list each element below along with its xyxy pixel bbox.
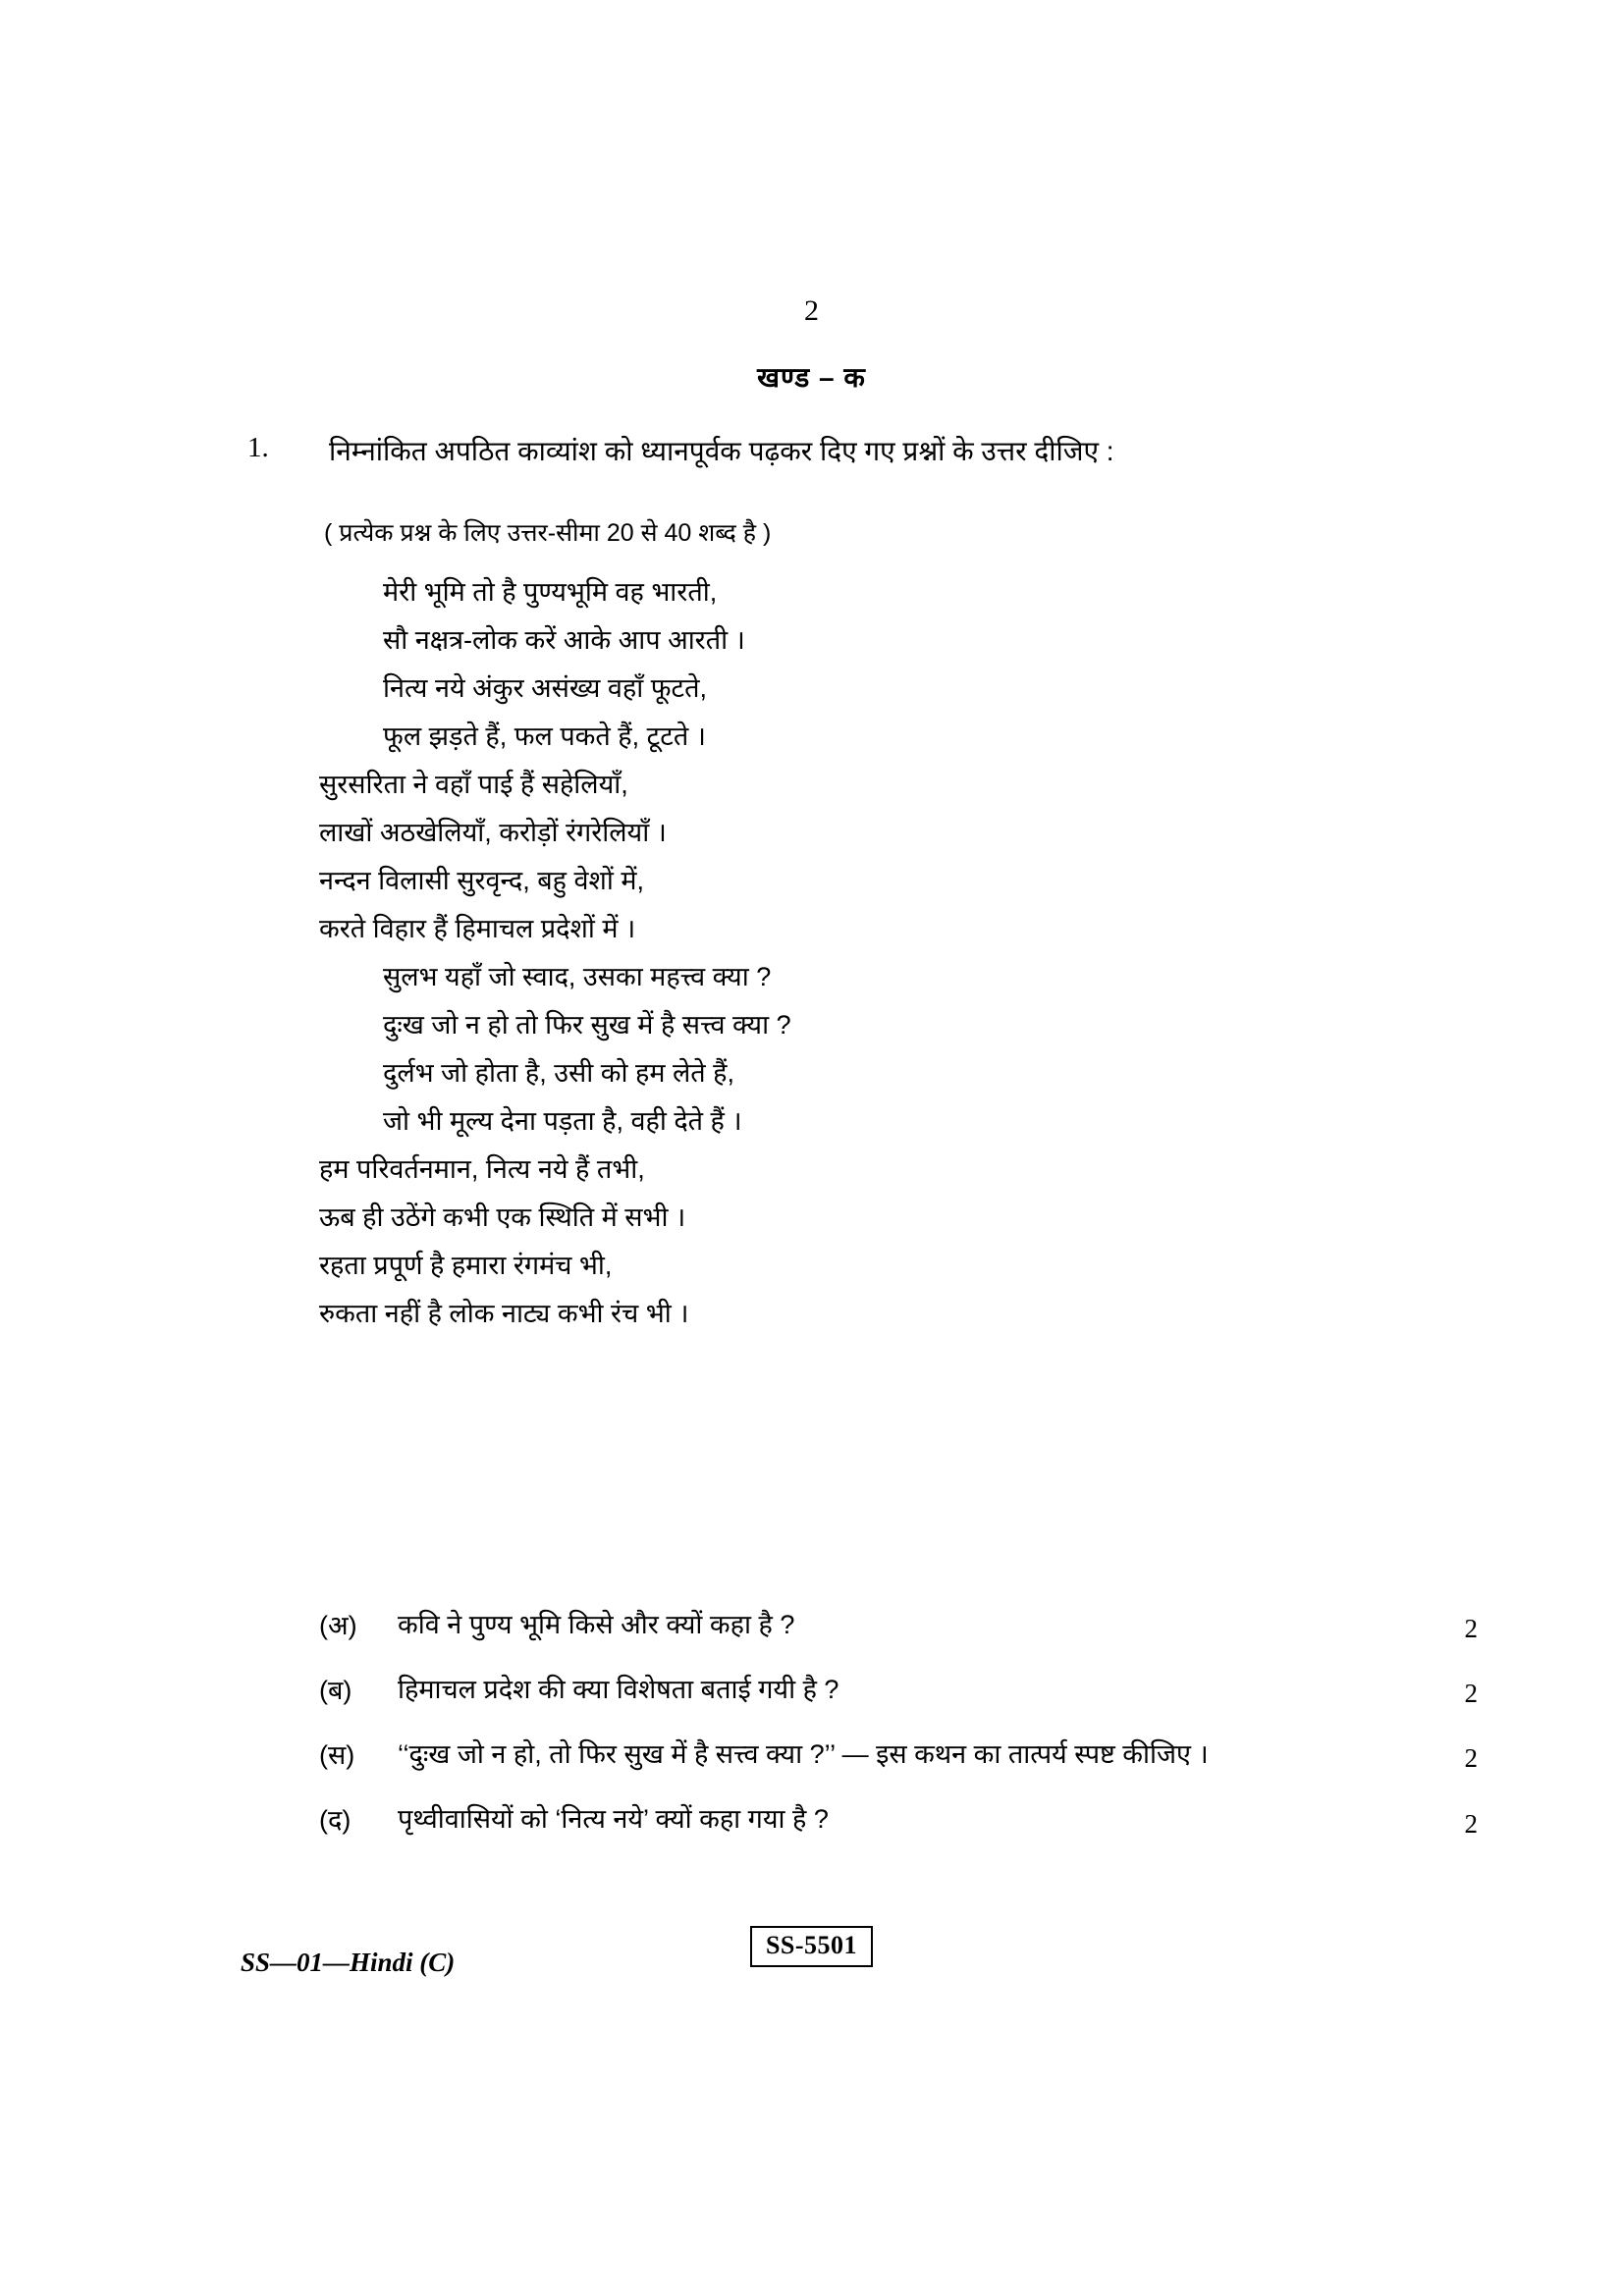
poem-line: मेरी भूमि तो है पुण्यभूमि वह भारती, xyxy=(383,577,718,607)
poem-line: लाखों अठखेलियाँ, करोड़ों रंगरेलियाँ । xyxy=(319,818,667,847)
poem-line: दुर्लभ जो होता है, उसी को हम लेते हैं, xyxy=(383,1058,735,1088)
poem-line: रहता प्रपूर्ण है हमारा रंगमंच भी, xyxy=(319,1251,613,1280)
answer-limit-note: ( प्रत्येक प्रश्न के लिए उत्तर-सीमा 20 से 40 शब्द है ) xyxy=(324,519,772,547)
poem-line: फूल झड़ते हैं, फल पकते हैं, टूटते । xyxy=(383,721,706,751)
question-instruction: निम्नांकित अपठित काव्यांश को ध्यानपूर्वक पढ़कर दिए गए प्रश्नों के उत्तर दीजिए : xyxy=(329,436,1114,466)
poem-line: करते विहार हैं हिमाचल प्रदेशों में । xyxy=(319,914,636,943)
poem-line: सुलभ यहाँ जो स्वाद, उसका महत्त्व क्या ? xyxy=(383,962,772,991)
sub-question-text: कवि ने पुण्य भूमि किसे और क्यों कहा है ? xyxy=(398,1610,795,1639)
sub-question-row xyxy=(319,1800,1478,1839)
poem-passage xyxy=(319,579,1448,1349)
sub-question-marks: 2 xyxy=(1464,1743,1478,1774)
sub-question-marks: 2 xyxy=(1464,1679,1478,1709)
footer-paper-name: SS—01—Hindi (C) xyxy=(241,1948,456,1977)
poem-line: दुःख जो न हो तो फिर सुख में है सत्त्व क्या ? xyxy=(383,1010,791,1040)
poem-line: नित्य नये अंकुर असंख्य वहाँ फूटते, xyxy=(383,673,708,703)
sub-question-label: (ब) xyxy=(319,1676,352,1706)
sub-question-row xyxy=(319,1735,1478,1774)
sub-question-label: (स) xyxy=(319,1740,355,1771)
question-number: 1. xyxy=(247,432,269,463)
poem-line: जो भी मूल्य देना पड़ता है, वही देते हैं । xyxy=(383,1106,742,1136)
sub-questions-list xyxy=(319,1606,1478,1866)
poem-line: ऊब ही उठेंगे कभी एक स्थिति में सभी । xyxy=(319,1202,686,1232)
poem-line: हम परिवर्तनमान, नित्य नये हैं तभी, xyxy=(319,1154,645,1184)
poem-line: सुरसरिता ने वहाँ पाई हैं सहेलियाँ, xyxy=(319,770,628,799)
poem-line: रुकता नहीं है लोक नाट्य कभी रंच भी । xyxy=(319,1299,689,1328)
sub-question-text: पृथ्वीवासियों को ‘नित्य नये’ क्यों कहा गया है ? xyxy=(398,1804,829,1835)
page-number: 2 xyxy=(804,294,819,327)
section-heading: खण्ड – क xyxy=(757,362,866,393)
sub-question-text: ‘‘दुःख जो न हो, तो फिर सुख में है सत्त्व क्या ?’’ — इस कथन का तात्पर्य स्पष्ट कीजिए । xyxy=(398,1739,1209,1770)
sub-question-marks: 2 xyxy=(1464,1614,1478,1644)
sub-question-text: हिमाचल प्रदेश की क्या विशेषता बताई गयी है ? xyxy=(398,1675,839,1705)
poem-line: नन्दन विलासी सुरवृन्द, बहु वेशों में, xyxy=(319,866,644,895)
sub-question-row xyxy=(319,1606,1478,1644)
sub-question-row xyxy=(319,1671,1478,1709)
sub-question-label: (अ) xyxy=(319,1611,357,1640)
sub-question-label: (द) xyxy=(319,1805,352,1836)
poem-line: सौ नक्षत्र-लोक करें आके आप आरती । xyxy=(383,625,745,655)
sub-question-marks: 2 xyxy=(1464,1808,1478,1839)
footer-code-wrap xyxy=(0,1926,1623,1967)
paper-code: SS-5501 xyxy=(750,1926,873,1967)
